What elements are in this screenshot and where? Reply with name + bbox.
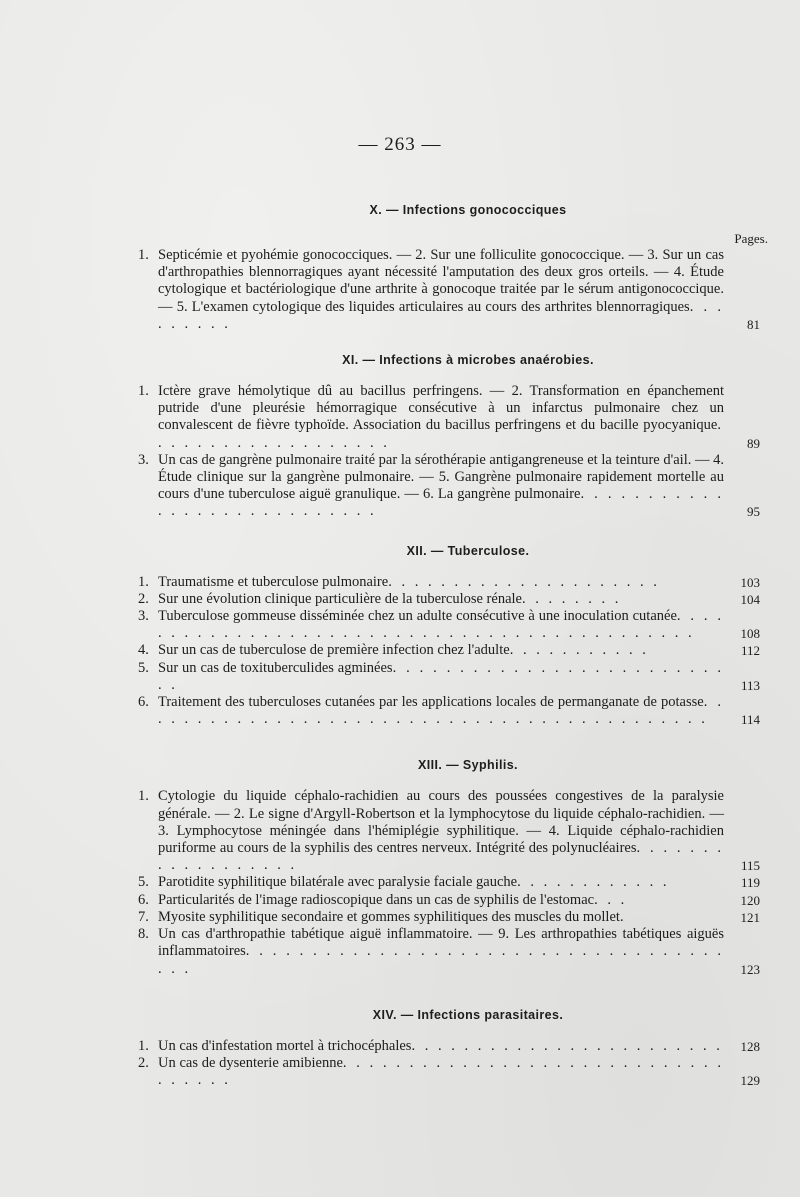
entry-page: 123	[740, 961, 760, 977]
entry-text: Particularités de l'image radioscopique dans un cas de syphilis de l'estomac	[158, 891, 595, 908]
entry-text: Un cas de dysenterie amibienne	[158, 1054, 343, 1071]
leader-dots: . . . . . . . . .	[158, 298, 724, 332]
entry-number: 6.	[138, 694, 149, 711]
section-title: XII. — Tuberculose.	[406, 543, 530, 558]
entry-number: 4.	[138, 642, 149, 659]
leader-dots: . . . . . . . . . . . . . . . . . . . . . . . . . . .	[158, 659, 725, 693]
entry-number: 3.	[138, 608, 149, 625]
toc-entry	[138, 642, 762, 659]
entry-number: 2.	[138, 590, 149, 607]
leader-dots: . . . . . . . . . . . .	[517, 874, 670, 891]
entry-text: Sur une évolution clinique particulière de la tuberculose rénale	[158, 590, 522, 607]
entry-text: Un cas de gangrène pulmonaire traité par la sérothérapie antigangreneuse et la teinture d'ail. — 4. Étude clinique sur la gangrène pulmonaire. — 5. Gangrène pulmonaire rapidement mortelle au cours d'une tuberculose aiguë granulique. — 6. La gangrène pulmonaire	[158, 451, 724, 503]
section-title: X. — Infections gonococciques	[369, 203, 567, 217]
entry-number: 2.	[138, 1054, 149, 1071]
leader-dots: . . . . . . . . . . . . . . . . . . . . . . . . . . . . . . . . . . . . . . . . . . . .	[158, 694, 725, 728]
leader-dots: . . . . . . . . . . . . . . . . . . . . . . . . . . . . . . . . . . .	[158, 1054, 725, 1089]
entry-page: 108	[740, 626, 760, 642]
entry-text: Septicémie et pyohémie gonococciques. — 2. Sur une folliculite gonococcique. — 3. Sur un cas d'arthropathies blennorragiques ayant nécessité l'amputation des deux gros orteils. — 4. Étude cytologique et bactériologique d'une arthrite à gonocoque traitée par le sérum antigonococcique. — 5. L'examen cytologique des liquides articulaires au cours des arthrites blennorragiques	[158, 247, 724, 315]
leader-dots: . . . . . . . . . . .	[509, 642, 649, 659]
toc-entry	[138, 574, 762, 591]
toc-entry	[138, 694, 762, 728]
entry-page: 95	[747, 504, 760, 520]
section-title: XIII. — Syphilis.	[418, 758, 518, 773]
leader-dots: . . . . . . . . . . . . . . . . . . . . . . . .	[411, 1037, 723, 1054]
entry-number: 5.	[138, 659, 149, 676]
entry-page: 128	[740, 1038, 760, 1054]
leader-dots: .	[619, 908, 627, 925]
entry-number: 1.	[138, 573, 149, 590]
toc-entry	[138, 1055, 762, 1089]
toc-entry	[138, 591, 762, 608]
entry-page: 129	[740, 1073, 760, 1089]
section-xiv	[138, 1008, 762, 1090]
entry-page: 121	[740, 909, 760, 925]
section-xii	[138, 544, 762, 729]
toc-entry	[138, 1038, 762, 1055]
entry-number: 6.	[138, 891, 149, 908]
leader-dots: . . . . . . . . . . . . . . . . . . . . . . . . . . . . . . . . . . . . . . .	[158, 943, 724, 977]
toc-entry	[138, 892, 762, 909]
entry-text: Parotidite syphilitique bilatérale avec paralysie faciale gauche	[158, 874, 518, 891]
entry-page: 113	[740, 677, 760, 693]
entry-page: 89	[747, 435, 760, 451]
entry-number: 8.	[138, 926, 149, 943]
section-x	[138, 203, 768, 333]
toc-entry	[138, 788, 762, 874]
entry-text: Un cas d'arthropathie tabétique aiguë inflammatoire. — 9. Les arthropathies tabétiques aiguës inflammatoires	[158, 926, 724, 960]
toc-entry	[138, 660, 762, 694]
entry-number: 3.	[138, 451, 149, 468]
leader-dots: . . . . . . . . . . . . . . . . . . .	[158, 417, 724, 451]
entry-text: Sur un cas de tuberculose de première infection chez l'adulte	[158, 642, 510, 659]
entry-text: Traitement des tuberculoses cutanées par les applications locales de permanganate de potasse	[158, 694, 704, 711]
pages-column-label: Pages.	[734, 231, 768, 246]
toc-entry	[138, 452, 762, 521]
entry-page: 104	[740, 591, 760, 607]
entry-text: Un cas d'infestation mortel à trichocéphales	[158, 1037, 412, 1054]
leader-dots: . . . . . . . . . . . . . . . . . . . . . . . . . . . . . . . . . . . . . . . . . . . . .	[158, 608, 725, 642]
page-number: — 263 —	[358, 134, 442, 155]
toc-entry	[138, 909, 762, 926]
entry-page: 112	[740, 643, 760, 659]
entry-text: Sur un cas de toxituberculides agminées	[158, 659, 393, 676]
toc-entry	[138, 383, 762, 452]
leader-dots: . . . . . . . . . . . . . . . . . .	[158, 840, 724, 874]
entry-text: Myosite syphilitique secondaire et gommes syphilitiques des muscles du mollet	[158, 908, 620, 925]
entry-text: Cytologie du liquide céphalo-rachidien au cours des poussées congestives de la paralysie générale. — 2. Le signe d'Argyll-Robertson et la lymphocytose du liquide céphalo-rachidien. — 3. Lymphocytose méningée dans l'hémiplégie syphilitique. — 4. Liquide céphalo-rachidien puriforme au cours de la syphilis des centres nerveux. Intégrité des polynucléaires	[158, 788, 724, 857]
entry-number: 1.	[138, 1037, 149, 1054]
toc-entry	[138, 247, 762, 333]
entry-number: 5.	[138, 874, 149, 891]
entry-number: 7.	[138, 908, 149, 925]
leader-dots: . . . . . . . .	[521, 590, 622, 607]
entry-page: 114	[740, 712, 760, 728]
leader-dots: . . . . . . . . . . . . . . . . . . . . . . . . . . . .	[158, 486, 724, 520]
leader-dots: . . . . . . . . . . . . . . . . . . . . .	[388, 573, 660, 590]
entry-page: 119	[740, 875, 760, 891]
entry-number: 1.	[138, 788, 149, 805]
entry-text: Tuberculose gommeuse disséminée chez un adulte consécutive à une inoculation cutanée	[158, 608, 677, 625]
section-title: XI. — Infections à microbes anaérobies.	[342, 353, 594, 368]
toc-entry	[138, 874, 762, 891]
leader-dots: . . .	[594, 891, 628, 908]
entry-number: 1.	[138, 383, 149, 400]
toc-entry	[138, 608, 762, 642]
section-xiii	[138, 758, 762, 977]
section-title: XIV. — Infections parasitaires.	[372, 1007, 564, 1022]
toc-entry	[138, 926, 762, 978]
entry-page: 115	[740, 858, 760, 874]
section-xi	[138, 353, 762, 521]
entry-text: Ictère grave hémolytique dû au bacillus perfringens. — 2. Transformation en épanchement putride d'une pleurésie hémorragique consécutive à un infarctus pulmonaire chez un convalescent de fièvre typhoïde. Association du bacillus perfringens et du bacille pyocyanique	[158, 383, 724, 434]
entry-number: 1.	[138, 247, 149, 263]
entry-text: Traumatisme et tuberculose pulmonaire	[158, 573, 389, 590]
entry-page: 103	[740, 574, 760, 590]
table-of-contents	[138, 203, 768, 1089]
entry-page: 81	[747, 316, 760, 332]
entry-page: 120	[740, 892, 760, 908]
